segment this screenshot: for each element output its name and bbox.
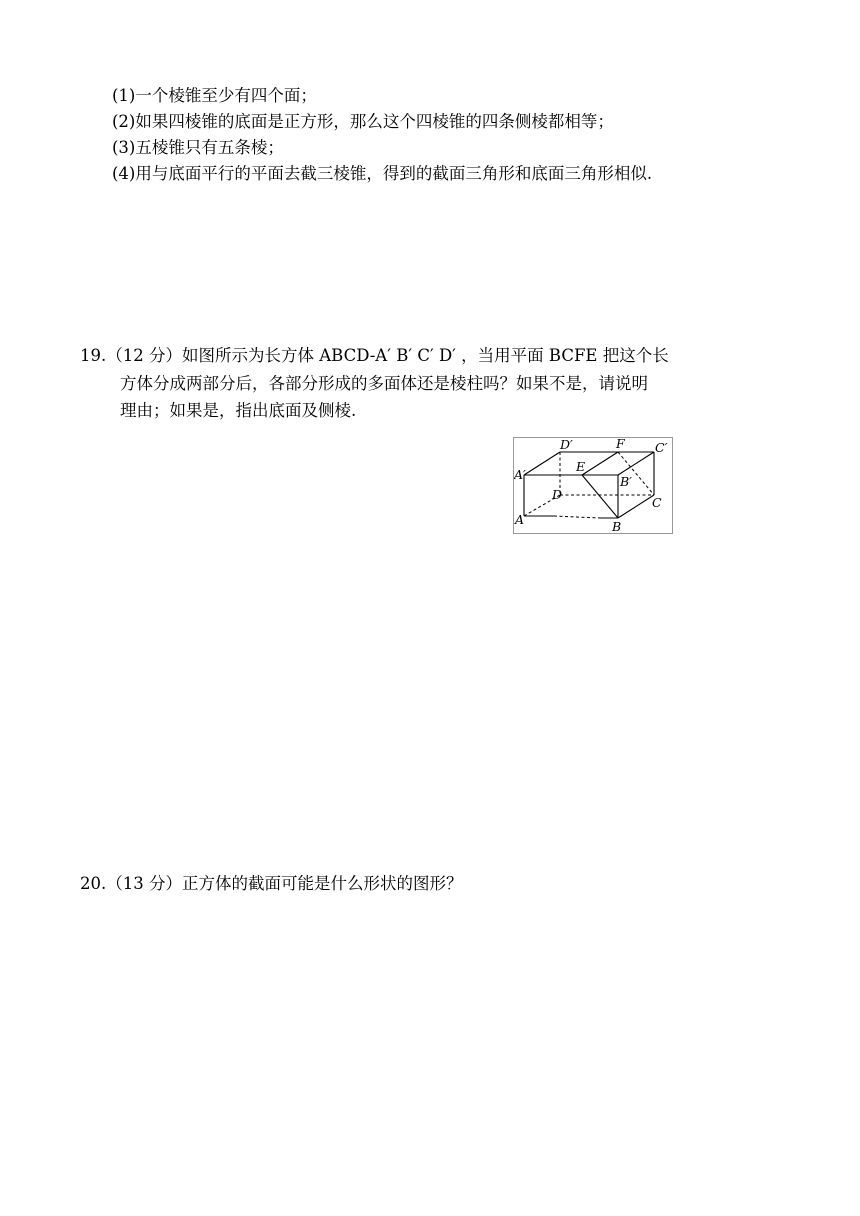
label-f: F [616,438,625,451]
edge-e-b [582,475,618,518]
cuboid-figure [513,437,673,534]
statement-1: (1)一个棱锥至少有四个面； [112,86,317,105]
question-20-line-1: 20.（13 分）正方体的截面可能是什么形状的图形？ [80,874,463,893]
label-b: B [612,519,622,533]
statement-3: (3)五棱锥只有五条棱； [112,138,284,157]
question-19-line-3: 理由；如果是，指出底面及侧棱. [120,401,357,420]
edge-a-b-hidden [554,516,600,518]
label-a-prime: A′ [514,467,526,482]
label-c-prime: C′ [655,440,668,455]
edge-c-prime-b-prime [618,452,654,475]
edge-f-e [582,452,618,475]
label-a: A [515,512,525,527]
edge-a-prime-d-prime [524,452,560,475]
question-19-line-1: 19.（12 分）如图所示为长方体 ABCD-A′ B′ C′ D′ ，当用平面 BCFE 把这个长 [80,346,669,365]
statement-4: (4)用与底面平行的平面去截三棱锥，得到的截面三角形和底面三角形相似. [112,164,653,183]
label-e: E [576,459,586,474]
label-d: D [552,487,563,502]
cuboid-diagram [514,438,672,533]
label-d-prime: D′ [560,438,573,452]
statement-2: (2)如果四棱锥的底面是正方形，那么这个四棱锥的四条侧棱都相等； [112,112,614,131]
label-c: C [652,495,662,510]
edge-b-c [618,495,654,518]
label-b-prime: B′ [620,474,633,489]
question-19-line-2: 方体分成两部分后，各部分形成的多面体还是棱柱吗？如果不是，请说明 [120,374,648,393]
